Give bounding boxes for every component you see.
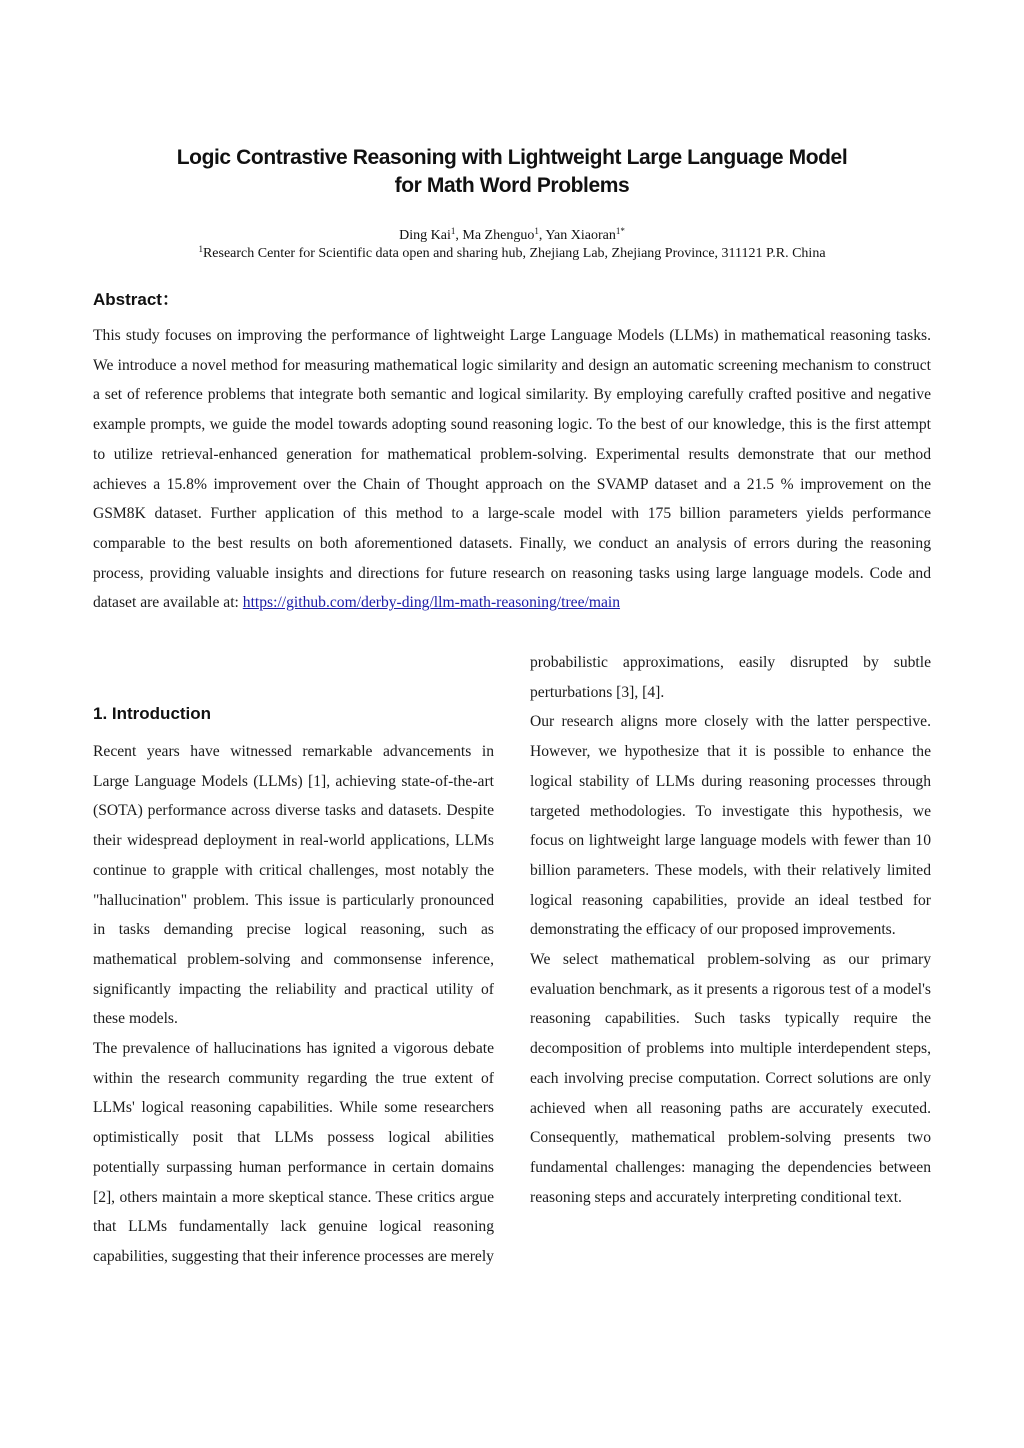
intro-paragraph: We select mathematical problem-solving as our primary evaluation benchmark, as it presents a rigorous test of a model's reasoning capabilities. Such tasks typically require the decomposition of problems into multiple interdependent steps, each involving precise computation. Correct solutions are only achieved when all reasoning paths are accurately executed. Consequently, mathematical problem-solving presents two fundamental challenges: managing the dependencies between reasoning steps and accurately interpreting conditional text. [530,951,931,1206]
intro-paragraph: Recent years have witnessed remarkable advancements in Large Language Models (LLMs) [1], achieving state-of-the-art (SOTA) performance across diverse tasks and datasets. Despite their widespread deployment in real-world applications, LLMs continue to grapple with critical challenges, most notably the "hallucination" problem. This issue is particularly pronounced in tasks demanding precise logical reasoning, such as mathematical problem-solving and commonsense inference, significantly impacting the reliability and practical utility of these models. [93,743,494,1028]
affiliation-mark: 1 [198,244,203,254]
abstract-body [93,321,931,618]
author-list: Ding Kai$^1$, Ma Zhenguo$^1$, Yan Xiaoran$^{1*}$ [399,226,625,243]
affiliation [0,244,1024,263]
intro-paragraph: probabilistic approximations, easily disrupted by subtle perturbations [3], [4]. [530,654,931,701]
intro-paragraph: The prevalence of hallucinations has ignited a vigorous debate within the research community regarding the true extent of LLMs' logical reasoning capabilities. While some researchers optimistically posit that LLMs possess logical abilities potentially surpassing human performance in certain domains [2], others maintain a more skeptical stance. These critics argue that LLMs fundamentally lack genuine logical reasoning capabilities, suggesting that their inference processes are merely [93,1040,494,1265]
code-repository-link[interactable]: https://github.com/derby-ding/llm-math-reasoning/tree/main [242,594,621,612]
introduction-right-column [530,648,931,1212]
paper-title [0,144,1024,200]
affiliation-text: Research Center for Scientific data open and sharing hub, Zhejiang Lab, Zhejiang Province, 311121 P.R. China [202,246,826,261]
author-affil-mark: 1 [534,226,539,236]
author-name: Ding Kai [399,228,451,243]
title-line-1: Logic Contrastive Reasoning with Lightweight Large Language Model [176,146,848,169]
author-name: Ma Zhenguo [462,228,535,243]
introduction-left-column [93,737,494,1272]
author-affil-mark: 1 [450,226,456,236]
author-affil-mark: 1* [615,226,625,236]
title-line-2: for Math Word Problems [394,174,630,197]
intro-paragraph: Our research aligns more closely with the latter perspective. However, we hypothesize that it is possible to enhance the logical stability of LLMs during reasoning processes through targeted methodologies. To investigate this hypothesis, we focus on lightweight large language models with fewer than 10 billion parameters. These models, with their relatively limited logical reasoning capabilities, provide an ideal testbed for demonstrating the efficacy of our proposed improvements. [530,713,931,939]
author-name: Yan Xiaoran [545,228,616,243]
abstract-heading: Abstract： [93,290,179,309]
introduction-heading: 1. Introduction [93,704,212,723]
abstract-paragraph [93,321,931,618]
abstract-text: This study focuses on improving the performance of lightweight Large Language Models (LLMs) in mathematical reasoning tasks. We introduce a novel method for measuring mathematical logic similarity and design an automatic screening mechanism to construct a set of reference problems that integrate both semantic and logical similarity. By employing carefully crafted positive and negative example prompts, we guide the model towards adopting sound reasoning logic. To the best of our knowledge, this is the first attempt to utilize retrieval-enhanced generation for mathematical problem-solving. Experimental results demonstrate that our method achieves a 15.8% improvement over the Chain of Thought approach on the SVAMP dataset and a 21.5 % improvement on the GSM8K dataset. Further application of this method to a large-scale model with 175 billion parameters yields performance comparable to the best results on both aforementioned datasets. Finally, we conduct an analysis of errors during the reasoning process, providing valuable insights and directions for future research on reasoning tasks using large language models. Code and dataset are available at: [93,327,931,612]
